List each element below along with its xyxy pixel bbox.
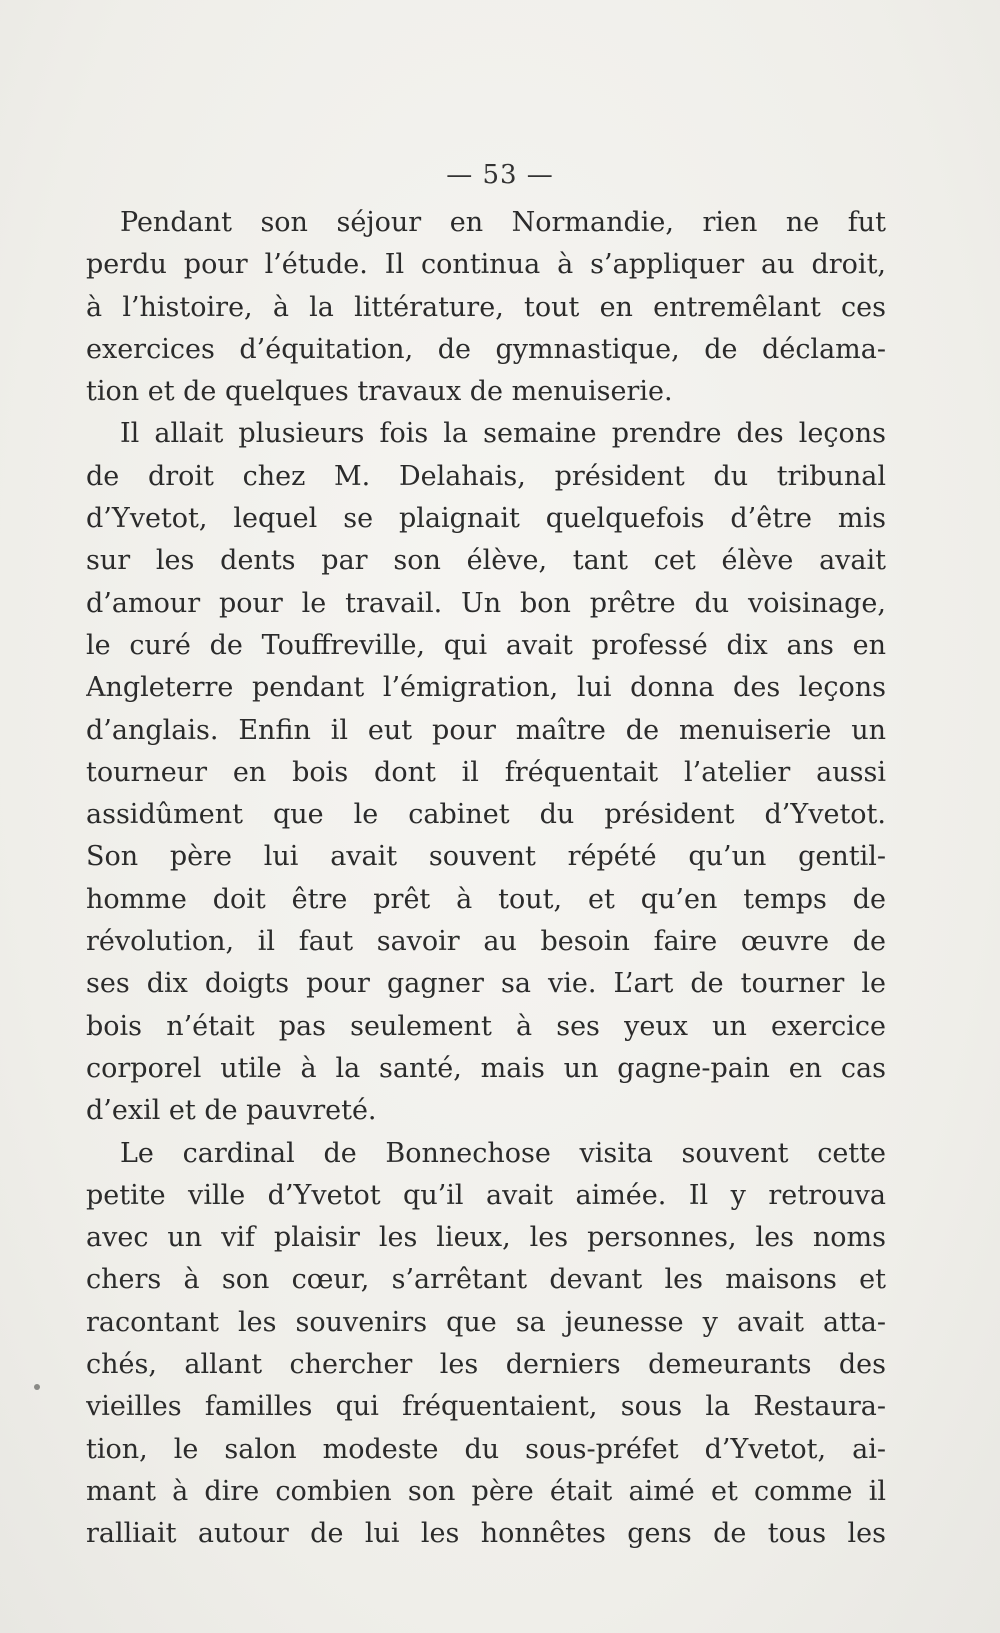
text-line: racontant les souvenirs que sa jeunesse y avait atta- [86, 1306, 886, 1338]
text-line: sur les dents par son élève, tant cet élève avait [86, 545, 886, 577]
text-line: Le cardinal de Bonnechose visita souvent cette [120, 1137, 886, 1169]
text-line: Pendant son séjour en Normandie, rien ne fut [120, 207, 886, 238]
text-line: bois n’était pas seulement à ses yeux un exercice [86, 1010, 886, 1042]
text-line: ralliait autour de lui les honnêtes gens de tous les [86, 1518, 886, 1550]
text-line: exercices d’équitation, de gymnastique, de déclama- [86, 333, 886, 365]
body-text [86, 202, 886, 1556]
text-line: révolution, il faut savoir au besoin faire œuvre de [86, 926, 886, 958]
text-line: d’anglais. Enfin il eut pour maître de menuiserie un [86, 714, 886, 746]
text-line: assidûment que le cabinet du président d’Yvetot. [86, 799, 886, 831]
text-line: ses dix doigts pour gagner sa vie. L’art de tourner le [86, 968, 886, 1000]
text-line: tion et de quelques travaux de menuiserie. [86, 376, 673, 408]
paper-speck [34, 1384, 40, 1390]
text-line: vieilles familles qui fréquentaient, sous la Restaura- [86, 1391, 886, 1423]
text-line: mant à dire combien son père était aimé et comme il [86, 1475, 886, 1507]
text-line: Il allait plusieurs fois la semaine prendre des leçons [120, 418, 886, 450]
page-number: — 53 — [446, 160, 554, 190]
text-line: d’amour pour le travail. Un bon prêtre du voisinage, [86, 587, 886, 619]
text-line: Son père lui avait souvent répété qu’un gentil- [86, 841, 886, 873]
text-line: d’exil et de pauvreté. [86, 1095, 377, 1127]
text-line: tion, le salon modeste du sous-préfet d’Yvetot, ai- [86, 1433, 886, 1465]
text-line: petite ville d’Yvetot qu’il avait aimée. Il y retrouva [86, 1179, 886, 1211]
text-line: chers à son cœur, s’arrêtant devant les maisons et [86, 1264, 886, 1296]
text-line: d’Yvetot, lequel se plaignait quelquefois d’être mis [86, 503, 886, 535]
text-line: avec un vif plaisir les lieux, les personnes, les noms [86, 1222, 886, 1254]
text-line: perdu pour l’étude. Il continua à s’appliquer au droit, [86, 249, 886, 281]
text-line: le curé de Touffreville, qui avait professé dix ans en [86, 629, 886, 661]
text-line: corporel utile à la santé, mais un gagne-pain en cas [86, 1052, 886, 1084]
text-line: tourneur en bois dont il fréquentait l’atelier aussi [86, 756, 886, 788]
text-line: à l’histoire, à la littérature, tout en entremêlant ces [86, 291, 886, 323]
text-line: chés, allant chercher les derniers demeurants des [86, 1349, 886, 1381]
text-line: Angleterre pendant l’émigration, lui donna des leçons [86, 672, 886, 704]
text-line: de droit chez M. Delahais, président du tribunal [86, 460, 886, 492]
text-line: homme doit être prêt à tout, et qu’en temps de [86, 883, 886, 915]
